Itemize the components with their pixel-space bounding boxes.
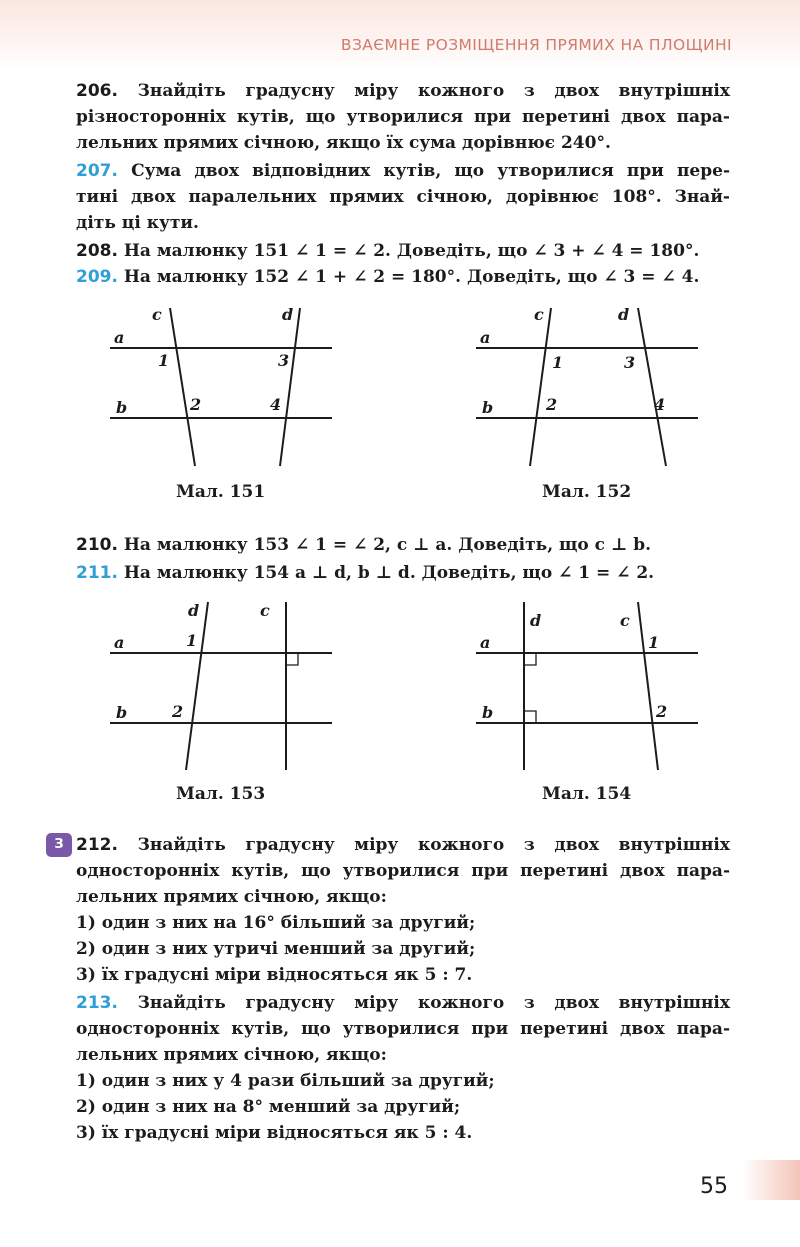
figure-151 bbox=[100, 298, 340, 470]
problem-212-item-3: 3) їх градусні міри відносяться як 5 : 7. bbox=[76, 965, 473, 985]
problem-text: Знайдіть градусну міру кожного з двох внутрішніх bbox=[137, 81, 730, 101]
label-d: d bbox=[188, 601, 200, 620]
problem-207-line-1 bbox=[76, 158, 730, 184]
problem-213-item-3: 3) їх градусні міри відносяться як 5 : 4. bbox=[76, 1123, 473, 1143]
difficulty-badge: З bbox=[46, 833, 72, 857]
label-a: a bbox=[114, 633, 125, 652]
line-c bbox=[638, 602, 658, 770]
line-d bbox=[638, 308, 666, 466]
problem-text: На малюнку 154 a ⊥ d, b ⊥ d. Доведіть, що ∠ 1 = ∠ 2. bbox=[123, 563, 655, 583]
problem-206-line-1 bbox=[76, 78, 730, 104]
running-header: ВЗАЄМНЕ РОЗМІЩЕННЯ ПРЯМИХ НА ПЛОЩИНІ bbox=[340, 36, 732, 54]
label-d: d bbox=[618, 305, 630, 324]
page-edge-tab bbox=[742, 1160, 800, 1200]
problem-209 bbox=[76, 264, 730, 290]
page-number: 55 bbox=[700, 1174, 728, 1199]
problem-number: 209. bbox=[76, 267, 118, 287]
caption-151: Мал. 151 bbox=[176, 482, 266, 502]
caption-152: Мал. 152 bbox=[542, 482, 632, 502]
caption-153: Мал. 153 bbox=[176, 784, 266, 804]
problem-number: 206. bbox=[76, 81, 118, 101]
label-2: 2 bbox=[172, 702, 184, 721]
line-d bbox=[280, 308, 300, 466]
label-b: b bbox=[116, 398, 128, 417]
right-angle-mark bbox=[286, 653, 298, 665]
label-4: 4 bbox=[654, 395, 666, 414]
problem-text: Знайдіть градусну міру кожного з двох внутрішніх bbox=[137, 835, 730, 855]
problem-212-item-2: 2) один з них утричі менший за другий; bbox=[76, 939, 476, 959]
problem-211 bbox=[76, 560, 730, 586]
label-3: 3 bbox=[278, 351, 290, 370]
problem-206-line-3: лельних прямих січною, якщо їх сума дорівнює 240°. bbox=[76, 133, 611, 153]
line-d bbox=[186, 602, 208, 770]
label-3: 3 bbox=[624, 353, 636, 372]
label-b: b bbox=[482, 398, 494, 417]
label-c: c bbox=[534, 305, 544, 324]
line-c bbox=[170, 308, 195, 466]
problem-number: 207. bbox=[76, 161, 118, 181]
problem-213-line-1 bbox=[76, 990, 730, 1016]
label-d: d bbox=[282, 305, 294, 324]
problem-text: На малюнку 152 ∠ 1 + ∠ 2 = 180°. Доведіть, що ∠ 3 = ∠ 4. bbox=[123, 267, 700, 287]
label-4: 4 bbox=[270, 395, 282, 414]
label-2: 2 bbox=[546, 395, 558, 414]
label-b: b bbox=[482, 703, 494, 722]
problem-207-line-2: тині двох паралельних прямих січною, дорівнює 108°. Знай- bbox=[76, 187, 730, 207]
problem-212-item-1: 1) один з них на 16° більший за другий; bbox=[76, 913, 476, 933]
problem-number: 213. bbox=[76, 993, 118, 1013]
label-a: a bbox=[114, 328, 125, 347]
problem-207-line-3: діть ці кути. bbox=[76, 213, 199, 233]
figure-154 bbox=[466, 596, 706, 774]
label-a: a bbox=[480, 328, 491, 347]
label-2: 2 bbox=[656, 702, 668, 721]
problem-text: Сума двох відповідних кутів, що утворилися при пере- bbox=[131, 161, 730, 181]
label-1: 1 bbox=[158, 351, 170, 370]
figure-153 bbox=[100, 596, 340, 774]
label-b: b bbox=[116, 703, 128, 722]
label-2: 2 bbox=[190, 395, 202, 414]
problem-213-line-2: односторонніх кутів, що утворилися при перетині двох пара- bbox=[76, 1019, 730, 1039]
problem-number: 208. bbox=[76, 241, 118, 261]
problem-208 bbox=[76, 238, 730, 264]
problem-213-line-3: лельних прямих січною, якщо: bbox=[76, 1045, 387, 1065]
problem-number: 212. bbox=[76, 835, 118, 855]
header-band bbox=[0, 0, 800, 70]
label-1: 1 bbox=[552, 353, 564, 372]
figure-152 bbox=[466, 298, 706, 470]
caption-154: Мал. 154 bbox=[542, 784, 632, 804]
problem-210 bbox=[76, 532, 730, 558]
problem-text: Знайдіть градусну міру кожного з двох внутрішніх bbox=[137, 993, 730, 1013]
problem-213-item-2: 2) один з них на 8° менший за другий; bbox=[76, 1097, 461, 1117]
problem-213-item-1: 1) один з них у 4 рази більший за другий; bbox=[76, 1071, 495, 1091]
right-angle-mark-b bbox=[524, 711, 536, 723]
problem-number: 211. bbox=[76, 563, 118, 583]
problem-text: На малюнку 151 ∠ 1 = ∠ 2. Доведіть, що ∠ 3 + ∠ 4 = 180°. bbox=[123, 241, 700, 261]
label-1: 1 bbox=[186, 631, 198, 650]
label-c: c bbox=[260, 601, 270, 620]
problem-212-line-2: односторонніх кутів, що утворилися при перетині двох пара- bbox=[76, 861, 730, 881]
problem-206-line-2: різносторонніх кутів, що утворилися при перетині двох пара- bbox=[76, 107, 730, 127]
label-a: a bbox=[480, 633, 491, 652]
problem-212-line-3: лельних прямих січною, якщо: bbox=[76, 887, 387, 907]
problem-number: 210. bbox=[76, 535, 118, 555]
problem-text: На малюнку 153 ∠ 1 = ∠ 2, c ⊥ a. Доведіть, що c ⊥ b. bbox=[123, 535, 651, 555]
label-c: c bbox=[152, 305, 162, 324]
problem-212-line-1 bbox=[76, 832, 730, 858]
label-1: 1 bbox=[648, 633, 660, 652]
label-d: d bbox=[530, 611, 542, 630]
line-c bbox=[530, 308, 551, 466]
right-angle-mark-a bbox=[524, 653, 536, 665]
label-c: c bbox=[620, 611, 630, 630]
